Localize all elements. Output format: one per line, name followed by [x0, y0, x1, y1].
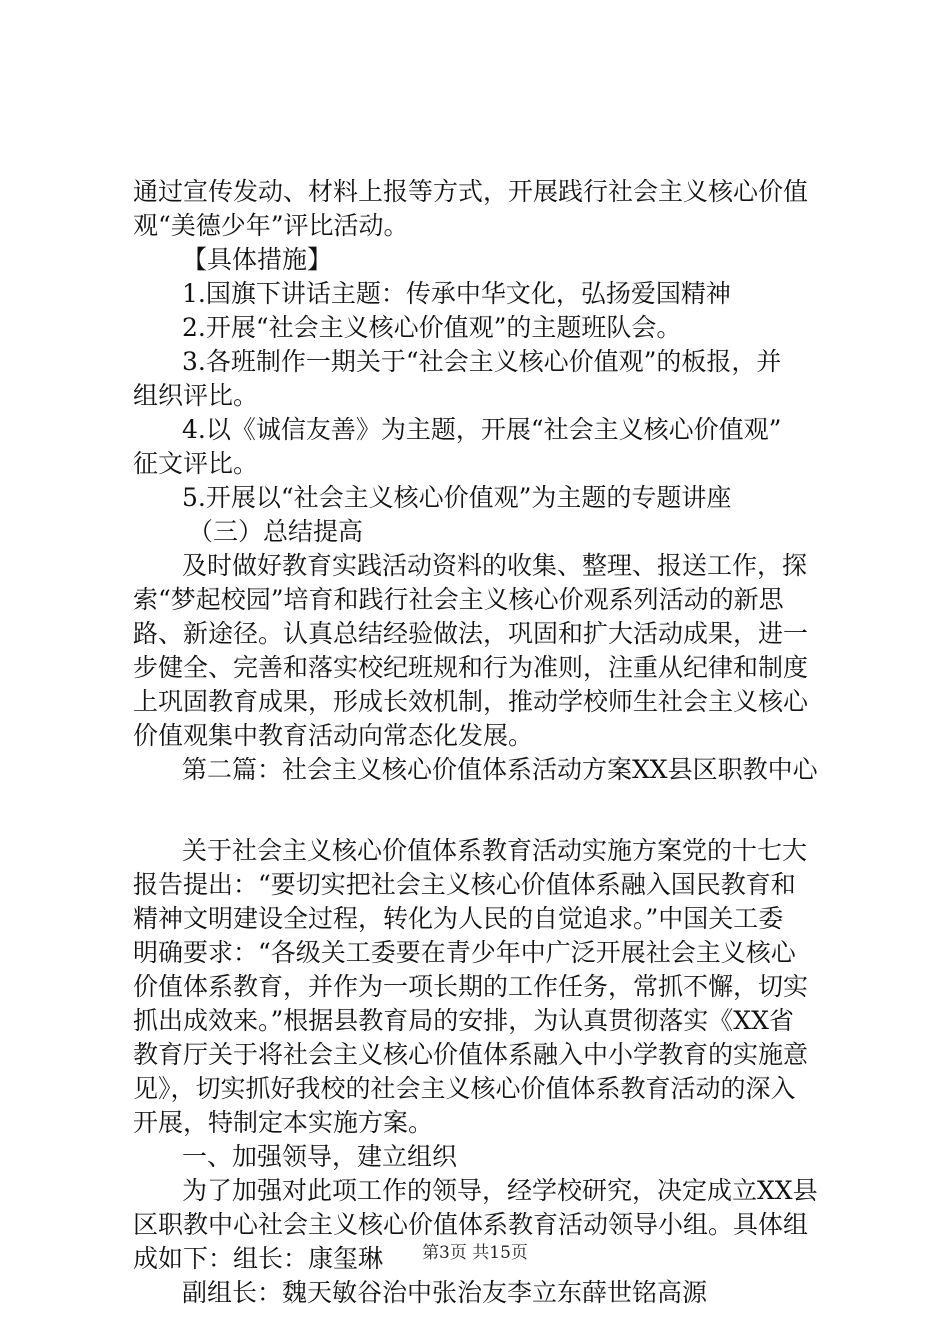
- document-body: [133, 175, 833, 1310]
- text-line: 教育厅关于将社会主义核心价值体系融入中小学教育的实施意: [133, 1040, 809, 1069]
- text-line: 通过宣传发动、材料上报等方式，开展践行社会主义核心价值: [133, 177, 809, 206]
- text-line: 观“美德少年”评比活动。: [133, 211, 409, 240]
- paragraph-line: 及时做好教育实践活动资料的收集、整理、报送工作，探: [182, 551, 808, 580]
- paragraph-line: 关于社会主义核心价值体系教育活动实施方案党的十七大: [182, 836, 808, 865]
- section-heading: （三）总结提高: [188, 517, 364, 546]
- text-line: 价值体系教育，并作为一项长期的工作任务，常抓不懈，切实: [133, 972, 809, 1001]
- text-line: 报告提出：“要切实把社会主义核心价值体系融入国民教育和: [133, 870, 796, 899]
- list-item: 1.国旗下讲话主题：传承中华文化，弘扬爱国精神: [182, 279, 731, 308]
- section-heading: 【具体措施】: [182, 245, 333, 274]
- paragraph-line: 为了加强对此项工作的领导，经学校研究，决定成立XX县: [182, 1176, 818, 1205]
- text-line: 开展，特制定本实施方案。: [133, 1108, 434, 1137]
- list-item: 5.开展以“社会主义核心价值观”为主题的专题讲座: [182, 483, 732, 512]
- text-line: 上巩固教育成果，形成长效机制，推动学校师生社会主义核心: [133, 687, 809, 716]
- text-line: 精神文明建设全过程，转化为人民的自觉追求。”中国关工委: [133, 904, 784, 933]
- section-heading: 一、加强领导，建立组织: [182, 1142, 458, 1171]
- text-line: 组织评比。: [133, 381, 259, 410]
- text-line: 步健全、完善和落实校纪班规和行为准则，注重从纪律和制度: [133, 653, 809, 682]
- blank-gap: [133, 787, 833, 834]
- text-line: 索“梦起校园”培育和践行社会主义核心价观系列活动的新思: [133, 585, 784, 614]
- text-line: 价值观集中教育活动向常态化发展。: [133, 721, 534, 750]
- chapter-title: 第二篇：社会主义核心价值体系活动方案XX县区职教中心: [182, 755, 818, 784]
- text-line: 路、新途径。认真总结经验做法，巩固和扩大活动成果，进一: [133, 619, 809, 648]
- list-item: 2.开展“社会主义核心价值观”的主题班队会。: [182, 313, 682, 342]
- text-line: 明确要求：“各级关工委要在青少年中广泛开展社会主义核心: [133, 938, 796, 967]
- list-item: 4.以《诚信友善》为主题，开展“社会主义核心价值观”: [182, 415, 782, 444]
- text-line: 抓出成效来。”根据县教育局的安排，为认真贯彻落实《XX省: [133, 1006, 794, 1035]
- list-item: 3.各班制作一期关于“社会主义核心价值观”的板报，并: [182, 347, 782, 376]
- page-number-footer: 第3页 共15页: [422, 1243, 528, 1263]
- text-line: 见》，切实抓好我校的社会主义核心价值体系教育活动的深入: [133, 1074, 796, 1103]
- text-line: 征文评比。: [133, 449, 259, 478]
- text-line: 成如下：组长：康玺琳: [133, 1244, 384, 1273]
- paragraph-line: 副组长：魏天敏谷治中张治友李立东薛世铭高源: [182, 1278, 708, 1307]
- text-line: 区职教中心社会主义核心价值体系教育活动领导小组。具体组: [133, 1210, 809, 1239]
